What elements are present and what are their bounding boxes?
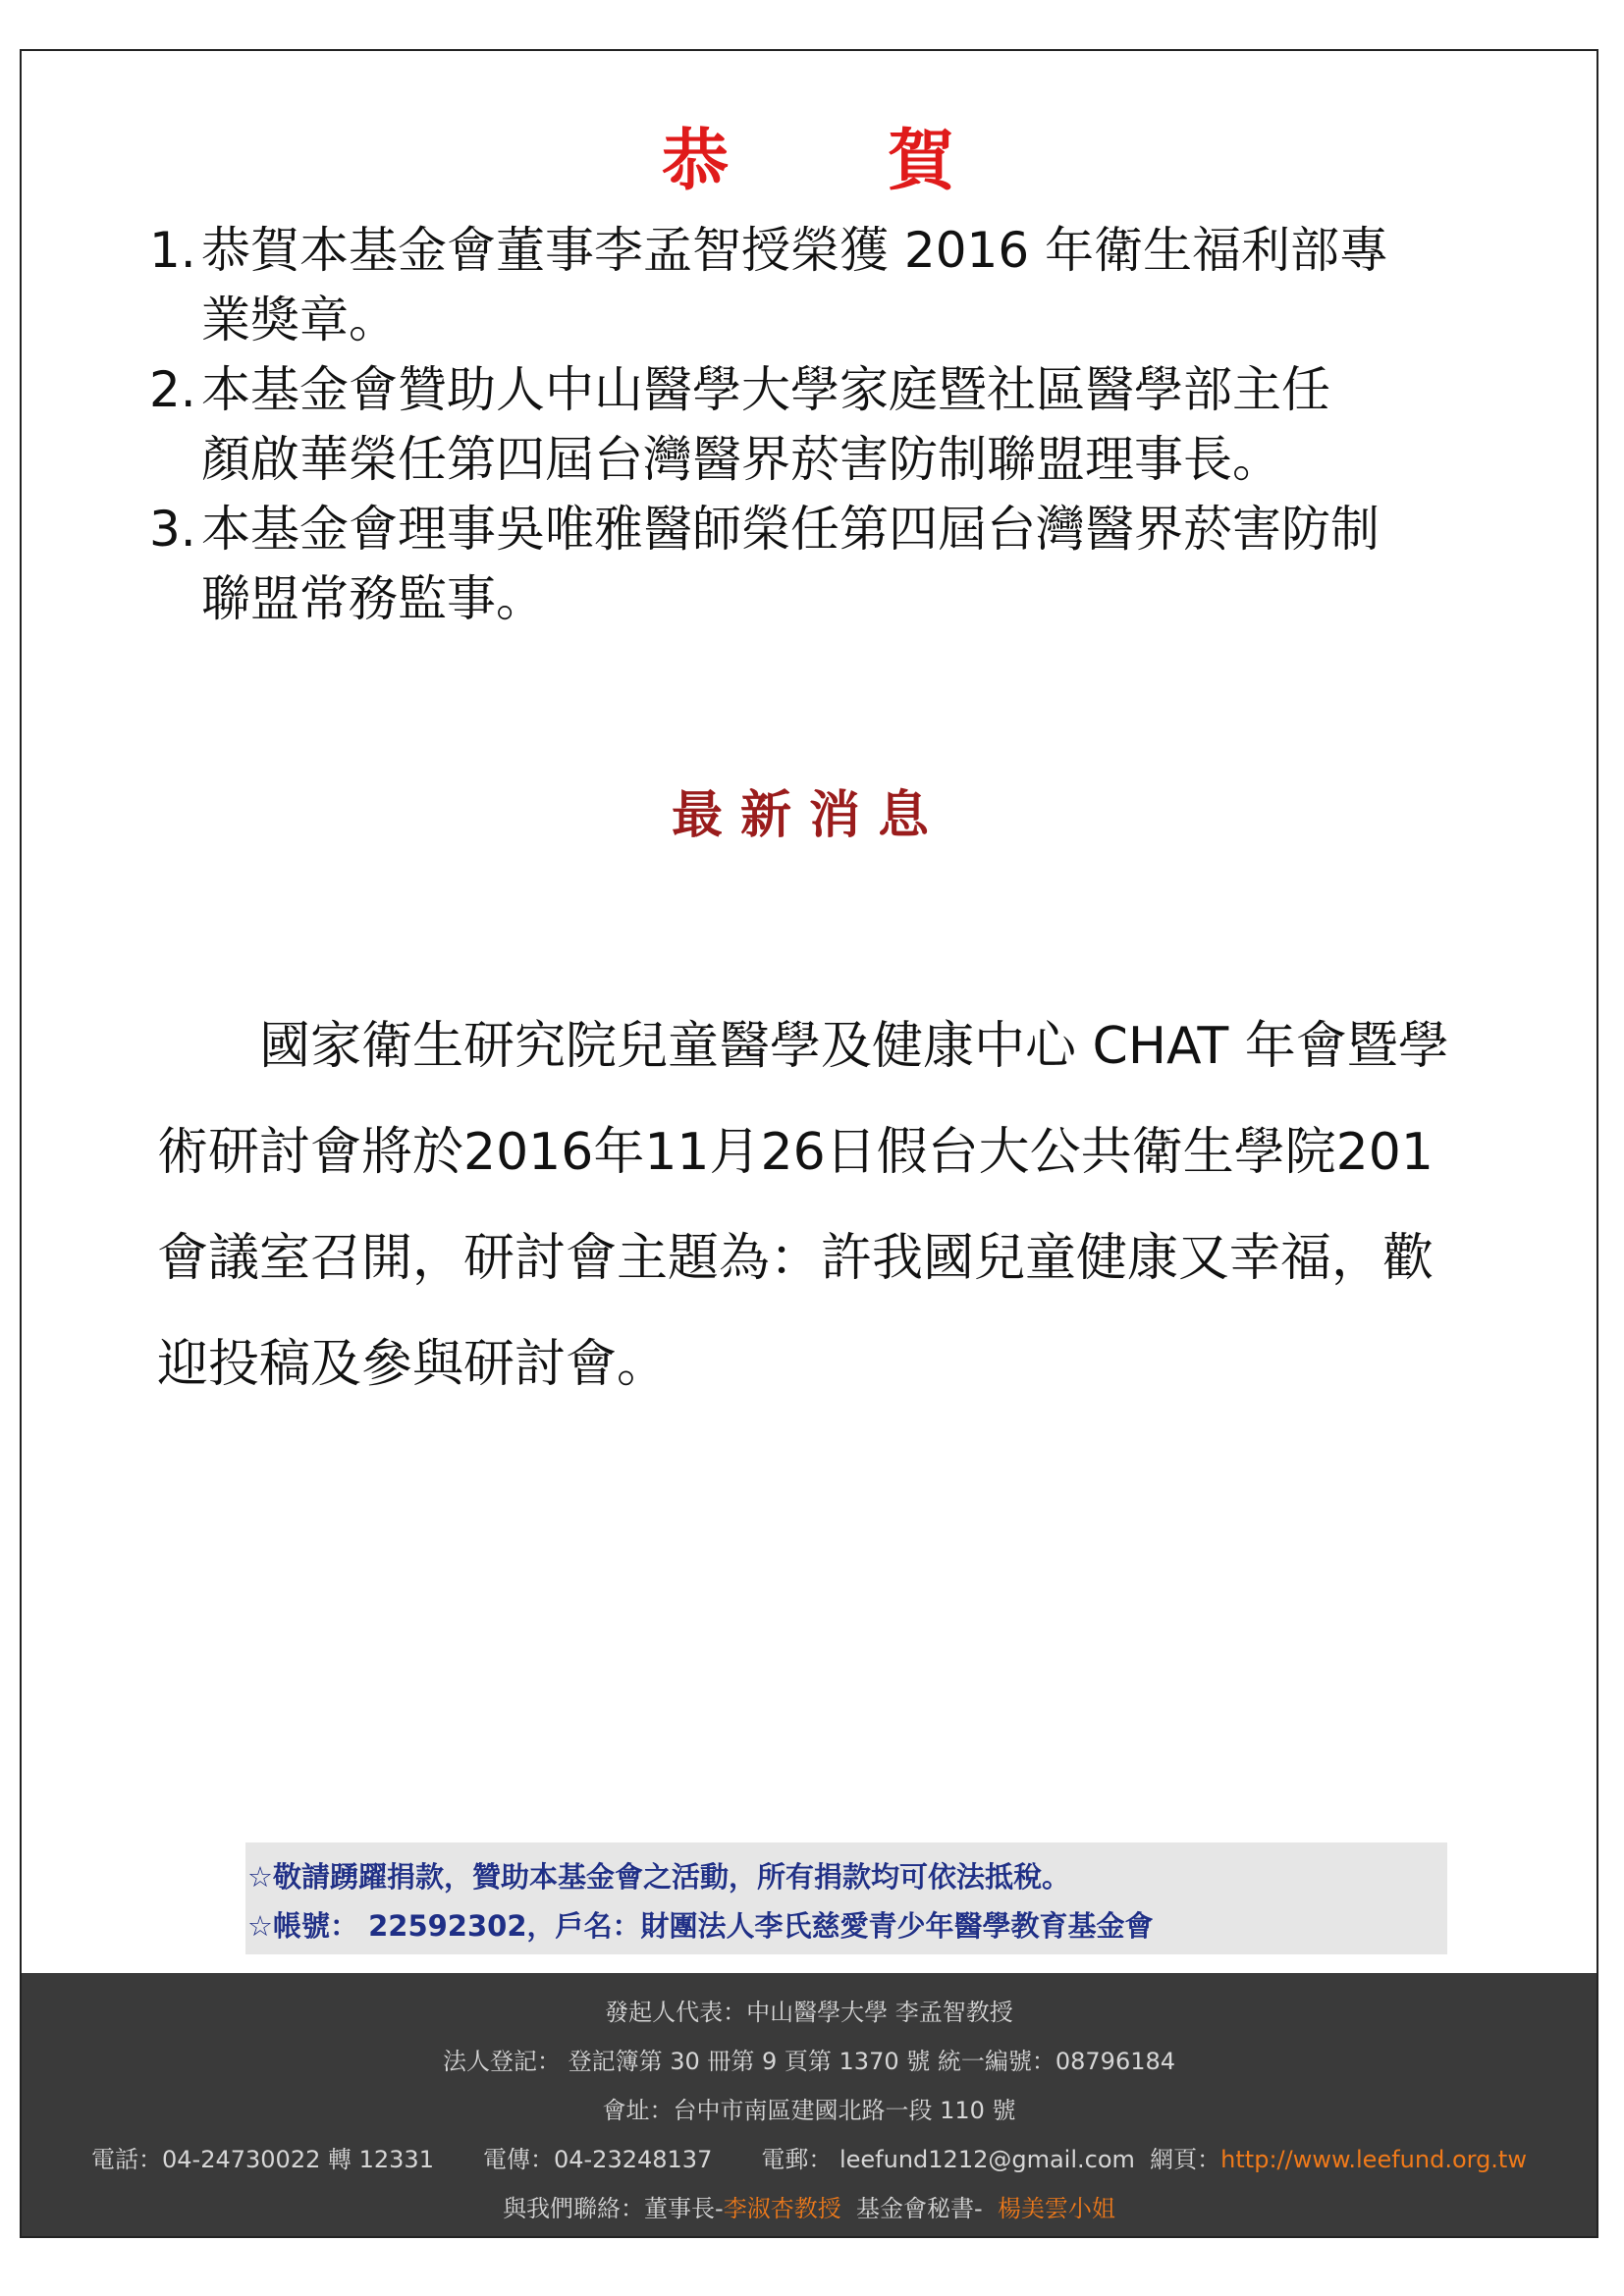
- news-title: 最新消息: [671, 786, 947, 845]
- footer-email: 電郵： leefund1212@gmail.com: [761, 2146, 1135, 2173]
- footer-fax: 電傳：04-23248137: [482, 2146, 713, 2173]
- footer-secretary-name: 楊美雲小姐: [997, 2195, 1115, 2222]
- congrats-item: [149, 495, 1543, 634]
- news-line: 術研討會將於2016年11月26日假台大公共衛生學院201: [157, 1123, 1434, 1182]
- congrats-item-line: 本基金會贊助人中山醫學大學家庭暨社區醫學部主任: [201, 361, 1330, 418]
- congrats-title: [22, 108, 1597, 203]
- footer-contact-prefix: 與我們聯絡：董事長-: [503, 2195, 724, 2222]
- congrats-item: [149, 355, 1543, 495]
- footer-contact-row: [22, 2140, 1597, 2174]
- footer-contacts: [22, 2189, 1597, 2223]
- footer-web-link[interactable]: http://www.leefund.org.tw: [1220, 2146, 1527, 2173]
- congrats-title-right: 賀: [888, 123, 957, 200]
- page-frame: [20, 49, 1598, 2238]
- congrats-item-number: 2.: [149, 361, 196, 418]
- footer-address: 會址：台中市南區建國北路一段 110 號: [602, 2097, 1016, 2124]
- donation-box: [245, 1842, 1447, 1954]
- donation-appeal: ☆敬請踴躍捐款，贊助本基金會之活動，所有捐款均可依法抵稅。: [247, 1860, 1070, 1894]
- congrats-item-line: 本基金會理事吳唯雅醫師榮任第四屆台灣醫界菸害防制: [201, 501, 1380, 558]
- congrats-item-line: 恭賀本基金會董事李孟智授榮獲 2016 年衛生福利部專: [201, 222, 1389, 279]
- footer-chair-name: 李淑杏教授: [723, 2195, 841, 2222]
- congrats-list: [149, 216, 1543, 634]
- footer-phone: 電話：04-24730022 轉 12331: [91, 2146, 434, 2173]
- congrats-title-left: 恭: [661, 123, 731, 200]
- congrats-item-line: 業獎章。: [201, 292, 398, 348]
- donation-account: ☆帳號： 22592302，戶名：財團法人李氏慈愛青少年醫學教育基金會: [247, 1909, 1154, 1943]
- congrats-item: [149, 216, 1543, 355]
- news-line: 迎投稿及參與研討會。: [157, 1335, 669, 1394]
- news-line: 會議室召開，研討會主題為：許我國兒童健康又幸福，歡: [157, 1229, 1435, 1288]
- footer-secretary-label: 基金會秘書-: [856, 2195, 983, 2222]
- news-line: 國家衛生研究院兒童醫學及健康中心 CHAT 年會暨學: [259, 1017, 1449, 1076]
- footer-web-label: 網頁：: [1150, 2146, 1221, 2173]
- footer-founder: 發起人代表：中山醫學大學 李孟智教授: [605, 1999, 1013, 2026]
- congrats-item-line: 聯盟常務監事。: [201, 570, 545, 627]
- footer: [22, 1973, 1597, 2238]
- congrats-item-line: 顏啟華榮任第四屆台灣醫界菸害防制聯盟理事長。: [201, 431, 1281, 488]
- news-body: [157, 993, 1561, 1417]
- congrats-item-number: 3.: [149, 501, 196, 558]
- congrats-item-number: 1.: [149, 222, 196, 279]
- footer-registration: 法人登記： 登記簿第 30 冊第 9 頁第 1370 號 統一編號：08796184: [442, 2048, 1176, 2075]
